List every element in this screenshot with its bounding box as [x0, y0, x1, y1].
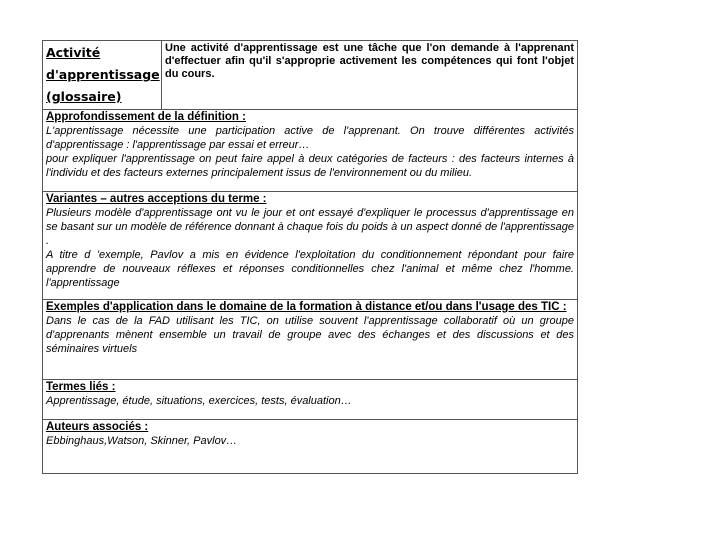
section-title: Approfondissement de la définition :: [46, 111, 246, 123]
section-paragraph: Plusieurs modèle d'apprentissage ont vu le jour et ont essayé d'expliquer le processus d'apprentissage en se basant sur un modèle de référence donnant à chaque fois du poids à un aspect donné de l'apprentissage .: [46, 207, 574, 247]
section-title: Variantes – autres acceptions du terme :: [46, 193, 267, 205]
term-title: Activité d'apprentissage (glossaire): [46, 45, 160, 104]
section-paragraph: Dans le cas de la FAD utilisant les TIC, on utilise souvent l'apprentissage collaboratif où un groupe d'apprenants mènent ensemble un travail de groupe avec des échanges et des discussions et des séminaires virtuels: [46, 315, 574, 355]
section-title: Termes liés :: [46, 381, 116, 393]
definition-cell: [162, 41, 578, 110]
section-text: Apprentissage, étude, situations, exercices, tests, évaluation…: [46, 395, 352, 407]
section-text: Ebbinghaus,Watson, Skinner, Pavlov…: [46, 435, 238, 447]
definition-text: Une activité d'apprentissage est une tâche que l'on demande à l'apprenant d'effectuer afin qu'il s'approprie activement les compétences qui font l'objet du cours.: [165, 42, 574, 80]
section-variantes: [43, 192, 578, 300]
section-paragraph: A titre d 'exemple, Pavlov a mis en évidence l'exploitation du conditionnement répondant pour faire apprendre de nouveaux réflexes et réponses conditionnelles chez l'animal et même chez l'homme. l'apprentissage: [46, 249, 574, 289]
glossary-table: [42, 40, 578, 474]
section-exemples: [43, 300, 578, 380]
section-approfondissement: [43, 110, 578, 192]
section-paragraph: L'apprentissage nécessite une participation active de l'apprenant. On trouve différentes activités d'apprentissage : l'apprentissage par essai et erreur…: [46, 125, 574, 151]
section-title: Auteurs associés :: [46, 421, 149, 433]
section-paragraph: pour expliquer l'apprentissage on peut faire appel à deux catégories de facteurs : des facteurs internes à l'individu et des facteurs externes principalement issus de l'environnement ou du milieu.: [46, 153, 574, 179]
section-auteurs: [43, 420, 578, 474]
section-termes-lies: [43, 380, 578, 420]
header-row: [43, 41, 578, 110]
term-cell: [43, 41, 162, 110]
section-title: Exemples d'application dans le domaine de la formation à distance et/ou dans l'usage des TIC :: [46, 301, 567, 313]
